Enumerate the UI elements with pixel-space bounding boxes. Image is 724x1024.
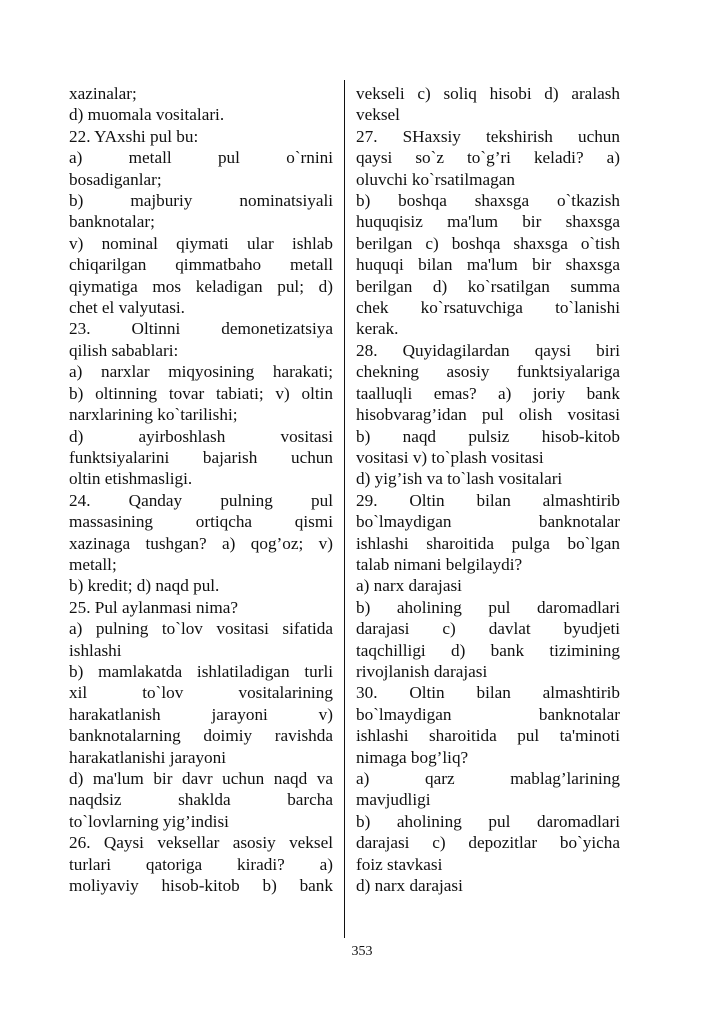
text-line: chek ko`rsatuvchiga to`lanishi: [356, 298, 620, 318]
text-line: huquqi bilan ma'lum bir shaxsga: [356, 255, 620, 275]
text-line: oluvchi ko`rsatilmagan: [356, 169, 515, 189]
text-line: taqchilligi d) bank tizimining: [356, 640, 620, 660]
text-line: veksel: [356, 105, 400, 125]
text-line: a) qarz mablag’larining: [356, 769, 620, 788]
text-line: b) aholining pul daromadlari: [356, 811, 620, 831]
text-line: 22. YAxshi pul bu:: [69, 126, 199, 146]
text-line: bo`lmaydigan banknotalar: [356, 704, 620, 724]
text-line: qiymatiga mos keladigan pul; d): [69, 276, 333, 296]
text-line: vekseli c) soliq hisobi d) aralash: [356, 84, 620, 103]
text-line: berilgan c) boshqa shaxsga o`tish: [356, 233, 620, 253]
text-line: massasining ortiqcha qismi: [69, 512, 333, 532]
text-line: foiz stavkasi: [356, 854, 443, 874]
right-column: [356, 83, 620, 896]
text-line: chekning asosiy funktsiyalariga: [356, 362, 620, 382]
text-line: 23. Oltinni demonetizatsiya: [69, 319, 333, 339]
left-column: [69, 83, 333, 896]
text-line: 25. Pul aylanmasi nima?: [69, 597, 238, 617]
text-line: 29. Oltin bilan almashtirib: [356, 490, 620, 510]
text-line: naqdsiz shaklda barcha: [69, 790, 333, 810]
text-line: a) pulning to`lov vositasi sifatida: [69, 619, 333, 639]
text-line: qaysi so`z to`g’ri keladi? a): [356, 148, 620, 168]
text-line: banknotalar;: [69, 212, 155, 232]
text-line: hisobvarag’idan pul olish vositasi: [356, 405, 620, 425]
text-line: a) metall pul o`rnini: [69, 148, 333, 168]
text-line: 28. Quyidagilardan qaysi biri: [356, 340, 620, 360]
text-line: b) mamlakatda ishlatiladigan turli: [69, 661, 333, 681]
text-line: d) ayirboshlash vositasi: [69, 426, 333, 446]
text-line: funktsiyalarini bajarish uchun: [69, 447, 333, 467]
text-line: rivojlanish darajasi: [356, 661, 488, 681]
text-line: narxlarining ko`tarilishi;: [69, 405, 238, 425]
text-line: b) oltinning tovar tabiati; v) oltin: [69, 383, 333, 403]
text-line: b) kredit; d) naqd pul.: [69, 576, 220, 596]
text-line: 26. Qaysi veksellar asosiy veksel: [69, 833, 333, 853]
text-line: chet el valyutasi.: [69, 298, 185, 318]
text-line: taalluqli emas? a) joriy bank: [356, 383, 620, 403]
text-line: a) narx darajasi: [356, 576, 462, 596]
text-line: turlari qatoriga kiradi? a): [69, 854, 333, 874]
text-line: xazinalar;: [69, 84, 137, 103]
text-line: a) narxlar miqyosining harakati;: [69, 362, 333, 382]
text-line: ishlashi sharoitida pul ta'minoti: [356, 726, 620, 746]
text-line: d) ma'lum bir davr uchun naqd va: [69, 769, 333, 788]
text-line: 27. SHaxsiy tekshirish uchun: [356, 126, 620, 146]
text-line: banknotalarning doimiy ravishda: [69, 726, 333, 746]
text-line: berilgan d) ko`rsatilgan summa: [356, 276, 620, 296]
text-line: chiqarilgan qimmatbaho metall: [69, 255, 333, 275]
text-line: b) majburiy nominatsiyali: [69, 191, 333, 211]
text-line: harakatlanish jarayoni v): [69, 704, 333, 724]
text-line: 24. Qanday pulning pul: [69, 490, 333, 510]
text-line: oltin etishmasligi.: [69, 469, 193, 489]
column-divider: [344, 80, 345, 938]
text-line: b) naqd pulsiz hisob-kitob: [356, 426, 620, 446]
text-line: b) aholining pul daromadlari: [356, 597, 620, 617]
text-line: vositasi v) to`plash vositasi: [356, 447, 544, 467]
text-line: d) narx darajasi: [356, 876, 463, 896]
text-line: darajasi c) davlat byudjeti: [356, 619, 620, 639]
text-line: to`lovlarning yig’indisi: [69, 811, 229, 831]
page-number: 353: [351, 944, 373, 959]
text-line: talab nimani belgilaydi?: [356, 554, 523, 574]
text-line: harakatlanishi jarayoni: [69, 747, 227, 767]
text-line: metall;: [69, 554, 117, 574]
text-line: nimaga bog’liq?: [356, 747, 469, 767]
text-line: xazinaga tushgan? a) qog’oz; v): [69, 533, 333, 553]
text-line: d) yig’ish va to`lash vositalari: [356, 469, 563, 489]
text-line: moliyaviy hisob-kitob b) bank: [69, 876, 333, 896]
text-line: ishlashi: [69, 640, 122, 660]
text-line: bo`lmaydigan banknotalar: [356, 512, 620, 532]
text-line: 30. Oltin bilan almashtirib: [356, 683, 620, 703]
text-line: xil to`lov vositalarining: [69, 683, 333, 703]
text-line: qilish sabablari:: [69, 340, 179, 360]
text-line: huquqisiz ma'lum bir shaxsga: [356, 212, 620, 232]
text-line: darajasi c) depozitlar bo`yicha: [356, 833, 620, 853]
text-line: d) muomala vositalari.: [69, 105, 225, 125]
text-line: b) boshqa shaxsga o`tkazish: [356, 191, 620, 211]
text-line: kerak.: [356, 319, 399, 339]
text-line: bosadiganlar;: [69, 169, 162, 189]
text-line: v) nominal qiymati ular ishlab: [69, 233, 333, 253]
text-line: ishlashi sharoitida pulga bo`lgan: [356, 533, 620, 553]
text-line: mavjudligi: [356, 790, 431, 810]
